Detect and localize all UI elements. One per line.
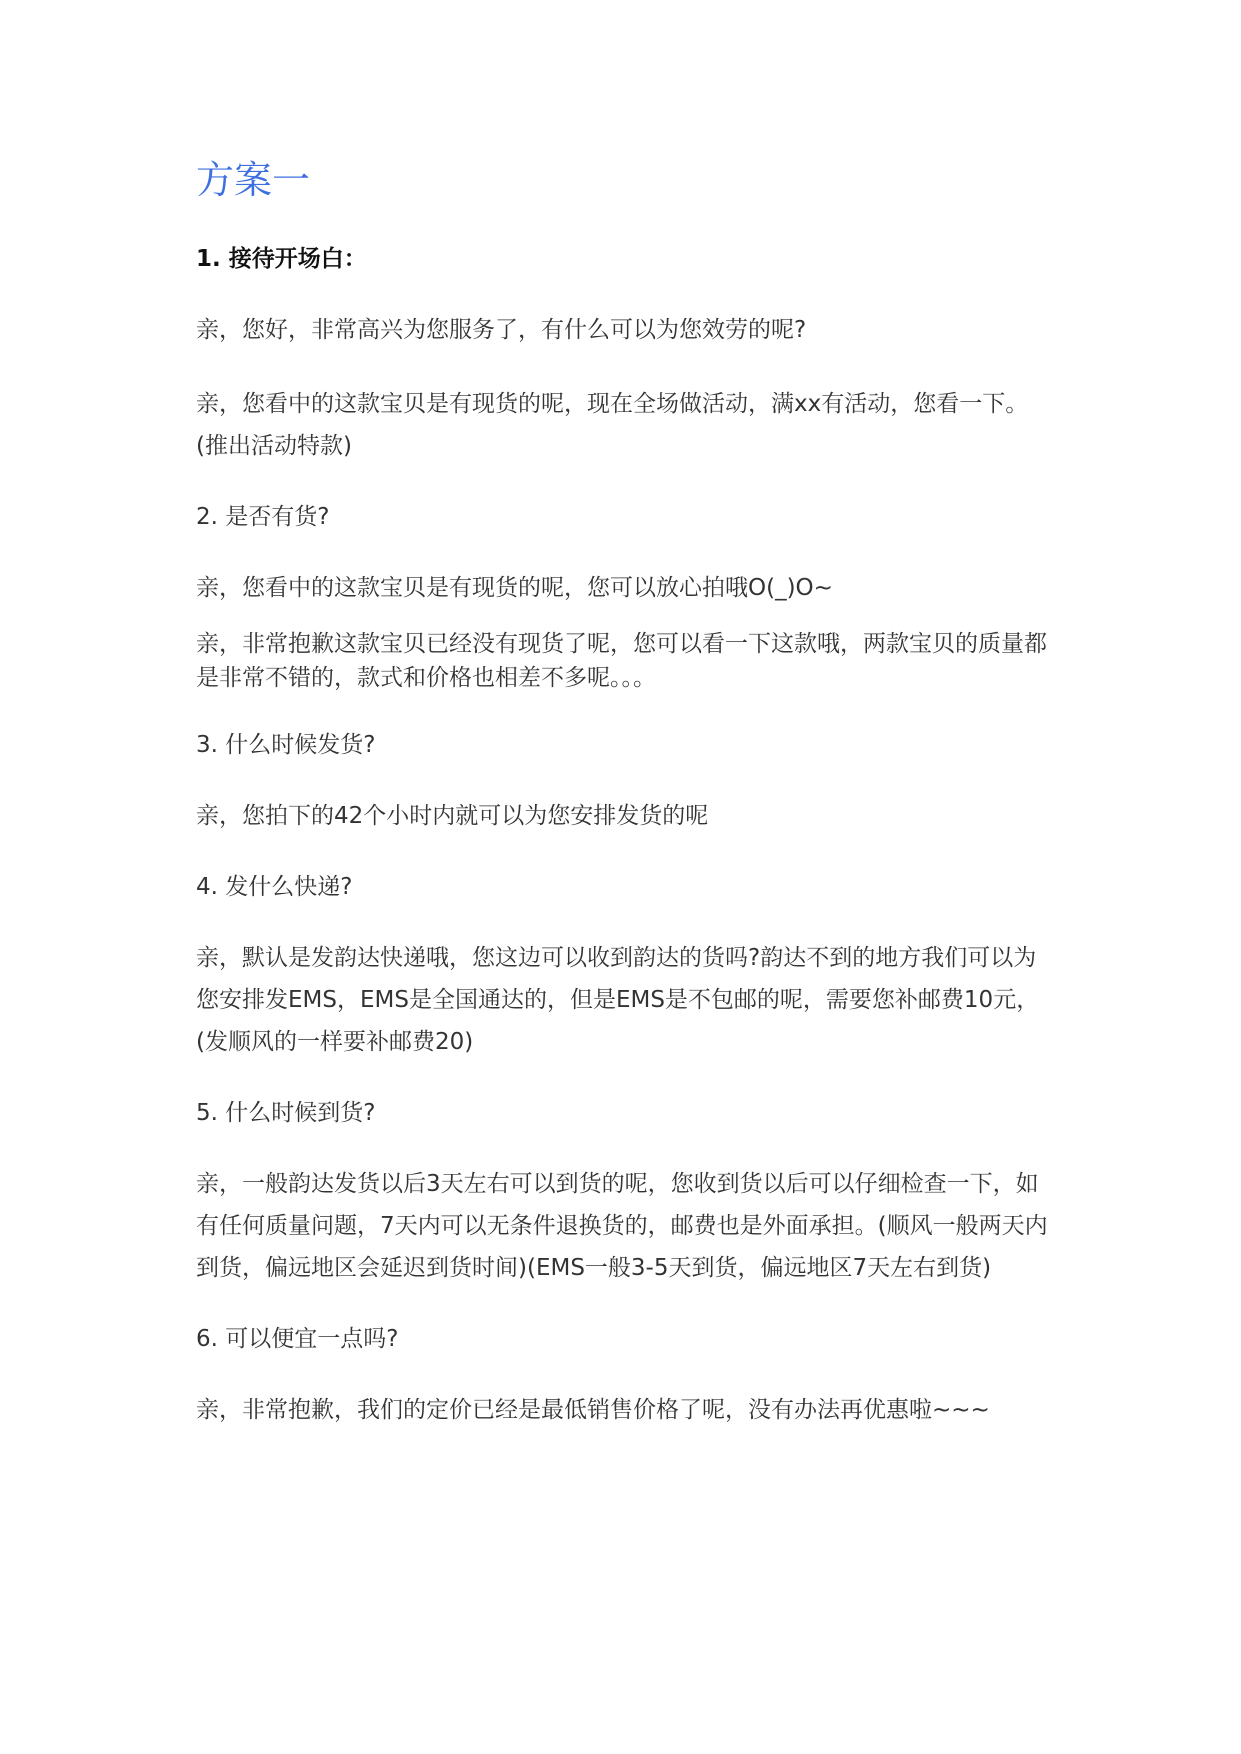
paragraph: 亲，您看中的这款宝贝是有现货的呢，您可以放心拍哦O(_)O~ (196, 575, 833, 601)
paragraph: 亲，非常抱歉，我们的定价已经是最低销售价格了呢，没有办法再优惠啦~~~ (196, 1397, 990, 1423)
paragraph: 亲，您好，非常高兴为您服务了，有什么可以为您效劳的呢? (196, 317, 807, 343)
document-content (196, 155, 1056, 1463)
paragraph: 亲，一般韵达发货以后3天左右可以到货的呢，您收到货以后可以仔细检查一下，如有任何质量问题，7天内可以无条件退换货的，邮费也是外面承担。(顺风一般两天内到货，偏远地区会延迟到货时间)(EMS一般3-5天到货，偏远地区7天左右到货) (196, 1171, 1048, 1281)
section-heading: 1. 接待开场白： (196, 246, 367, 272)
paragraph: 亲，默认是发韵达快递哦，您这边可以收到韵达的货吗?韵达不到的地方我们可以为您安排发EMS，EMS是全国通达的，但是EMS是不包邮的呢，需要您补邮费10元，(发顺风的一样要补邮费20) (196, 945, 1040, 1055)
section-heading: 6. 可以便宜一点吗? (196, 1326, 399, 1352)
paragraph: 亲，非常抱歉这款宝贝已经没有现货了呢，您可以看一下这款哦，两款宝贝的质量都是非常不错的，款式和价格也相差不多呢。。。 (196, 631, 1047, 691)
page-title: 方案一 (196, 158, 311, 202)
paragraph: 亲，您看中的这款宝贝是有现货的呢，现在全场做活动，满xx有活动，您看一下。(推出活动特款) (196, 391, 1029, 459)
section-heading: 5. 什么时候到货? (196, 1100, 376, 1126)
section-heading: 4. 发什么快递? (196, 874, 353, 900)
section-heading: 2. 是否有货? (196, 504, 330, 530)
paragraph: 亲，您拍下的42个小时内就可以为您安排发货的呢 (196, 803, 709, 829)
section-heading: 3. 什么时候发货? (196, 732, 376, 758)
